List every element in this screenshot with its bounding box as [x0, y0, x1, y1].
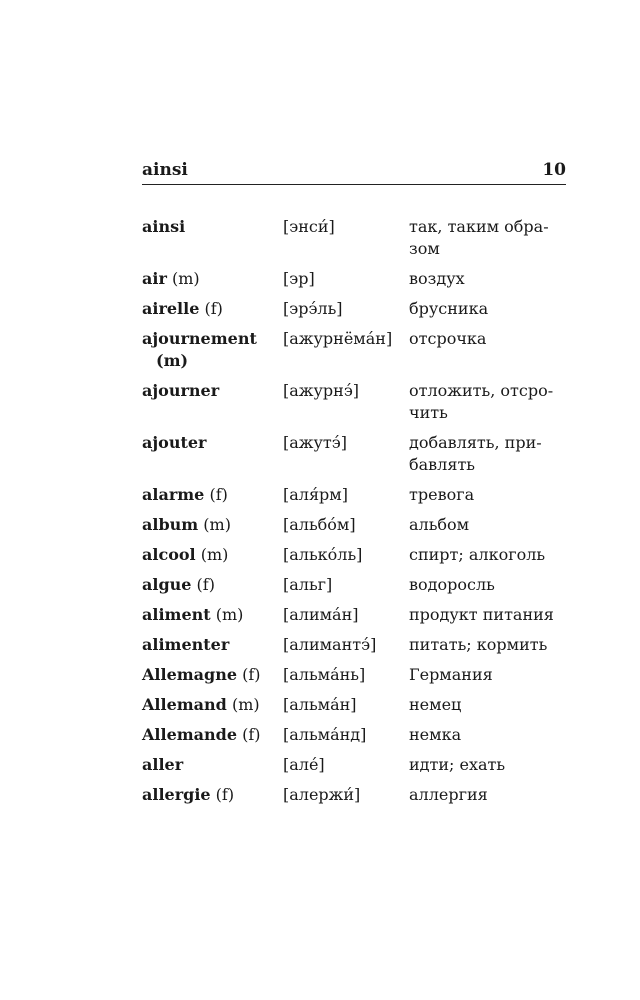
translation-line: идти; ехать — [409, 755, 506, 774]
gender-marker: (m) — [171, 269, 200, 288]
dictionary-entry — [142, 484, 566, 506]
entry-word — [142, 432, 283, 476]
gender-marker: (f) — [209, 485, 228, 504]
entry-translation — [409, 664, 566, 686]
translation-line: аллергия — [409, 785, 488, 804]
entry-pronunciation: [альбо́м] — [283, 515, 356, 534]
headword: album — [142, 515, 199, 534]
gender-marker: (f) — [204, 299, 223, 318]
translation-line: так, таким обра- — [409, 217, 549, 236]
running-head-word: ainsi — [142, 160, 188, 180]
entry-word — [142, 724, 283, 746]
entry-word — [142, 574, 283, 596]
dictionary-entry — [142, 380, 566, 424]
entry-pronunciation: [альма́нд] — [283, 725, 367, 744]
entry-word — [142, 664, 283, 686]
entry-translation — [409, 574, 566, 596]
translation-line: тревога — [409, 485, 475, 504]
headword: airelle — [142, 299, 200, 318]
translation-line: Германия — [409, 665, 493, 684]
translation-line: немец — [409, 695, 462, 714]
entry-pronunciation: [ажурнёма́н] — [283, 329, 393, 348]
dictionary-entry — [142, 432, 566, 476]
entry-translation — [409, 754, 566, 776]
entry-translation — [409, 432, 566, 476]
headword: aller — [142, 755, 184, 774]
entry-pronunciation: [альг] — [283, 575, 333, 594]
entry-word — [142, 216, 283, 260]
entry-word — [142, 694, 283, 716]
dictionary-entry — [142, 724, 566, 746]
gender-marker: (f) — [242, 725, 261, 744]
entry-word — [142, 604, 283, 626]
translation-line: отсрочка — [409, 329, 487, 348]
page-number: 10 — [542, 160, 566, 180]
entry-translation — [409, 634, 566, 656]
headword: ainsi — [142, 217, 186, 236]
gender-marker: (m) — [200, 545, 229, 564]
entry-word — [142, 484, 283, 506]
entry-translation — [409, 268, 566, 290]
entry-translation — [409, 694, 566, 716]
entry-translation — [409, 544, 566, 566]
headword: Allemande — [142, 725, 238, 744]
headword: aliment — [142, 605, 211, 624]
gender-marker: (m) — [231, 695, 260, 714]
entry-word — [142, 328, 283, 372]
entry-translation — [409, 328, 566, 372]
entry-word — [142, 544, 283, 566]
headword: air — [142, 269, 167, 288]
dictionary-entry — [142, 604, 566, 626]
translation-line: немка — [409, 725, 462, 744]
entry-pronunciation: [энси́] — [283, 217, 335, 236]
dictionary-entry — [142, 298, 566, 320]
gender-marker: (m) — [203, 515, 231, 534]
headword: ajournement — [142, 329, 257, 348]
gender-marker: (f) — [242, 665, 261, 684]
dictionary-entry — [142, 328, 566, 372]
entry-pronunciation: [алима́н] — [283, 605, 359, 624]
entry-word — [142, 268, 283, 290]
translation-line: альбом — [409, 515, 470, 534]
dictionary-entry — [142, 634, 566, 656]
gender-marker: (f) — [215, 785, 235, 804]
dictionary-entries — [142, 216, 566, 814]
entry-translation — [409, 380, 566, 424]
entry-pronunciation: [аля́рм] — [283, 485, 348, 504]
dictionary-entry — [142, 268, 566, 290]
headword: algue — [142, 575, 192, 594]
entry-word — [142, 784, 283, 806]
headword: alarme — [142, 485, 205, 504]
translation-line: добавлять, при- — [409, 433, 542, 452]
translation-line: бавлять — [409, 455, 475, 474]
translation-line: питать; кормить — [409, 635, 548, 654]
entry-pronunciation: [альма́н] — [283, 695, 357, 714]
entry-word — [142, 298, 283, 320]
dictionary-entry — [142, 784, 566, 806]
entry-translation — [409, 604, 566, 626]
translation-line: продукт питания — [409, 605, 554, 624]
entry-translation — [409, 216, 566, 260]
entry-translation — [409, 724, 566, 746]
entry-pronunciation: [алько́ль] — [283, 545, 363, 564]
translation-line: спирт; алкоголь — [409, 545, 546, 564]
entry-word — [142, 634, 283, 656]
dictionary-entry — [142, 694, 566, 716]
dictionary-entry — [142, 216, 566, 260]
translation-line: зом — [409, 239, 440, 258]
entry-pronunciation: [альма́нь] — [283, 665, 366, 684]
page-header — [142, 156, 566, 185]
translation-line: воздух — [409, 269, 465, 288]
dictionary-entry — [142, 664, 566, 686]
gender-marker: (m) — [215, 605, 244, 624]
dictionary-entry — [142, 754, 566, 776]
gender-marker: (m) — [156, 351, 189, 370]
entry-word — [142, 514, 283, 536]
dictionary-entry — [142, 544, 566, 566]
headword: alcool — [142, 545, 196, 564]
entry-pronunciation: [эр] — [283, 269, 315, 288]
gender-marker: (f) — [196, 575, 215, 594]
dictionary-entry — [142, 574, 566, 596]
entry-word — [142, 380, 283, 424]
headword: ajouter — [142, 433, 207, 452]
entry-translation — [409, 298, 566, 320]
translation-line: чить — [409, 403, 448, 422]
entry-pronunciation: [ажутэ́] — [283, 433, 347, 452]
entry-pronunciation: [эрэ́ль] — [283, 299, 343, 318]
translation-line: брусника — [409, 299, 489, 318]
entry-translation — [409, 514, 566, 536]
headword: Allemagne — [142, 665, 238, 684]
translation-line: отложить, отсро- — [409, 381, 554, 400]
entry-translation — [409, 484, 566, 506]
entry-pronunciation: [алимантэ́] — [283, 635, 377, 654]
entry-pronunciation: [але́] — [283, 755, 325, 774]
translation-line: водоросль — [409, 575, 495, 594]
entry-translation — [409, 784, 566, 806]
entry-word — [142, 754, 283, 776]
dictionary-entry — [142, 514, 566, 536]
entry-pronunciation: [ажурнэ́] — [283, 381, 360, 400]
headword: ajourner — [142, 381, 220, 400]
headword: alimenter — [142, 635, 230, 654]
headword: allergie — [142, 785, 211, 804]
entry-pronunciation: [алержи́] — [283, 785, 361, 804]
headword: Allemand — [142, 695, 227, 714]
